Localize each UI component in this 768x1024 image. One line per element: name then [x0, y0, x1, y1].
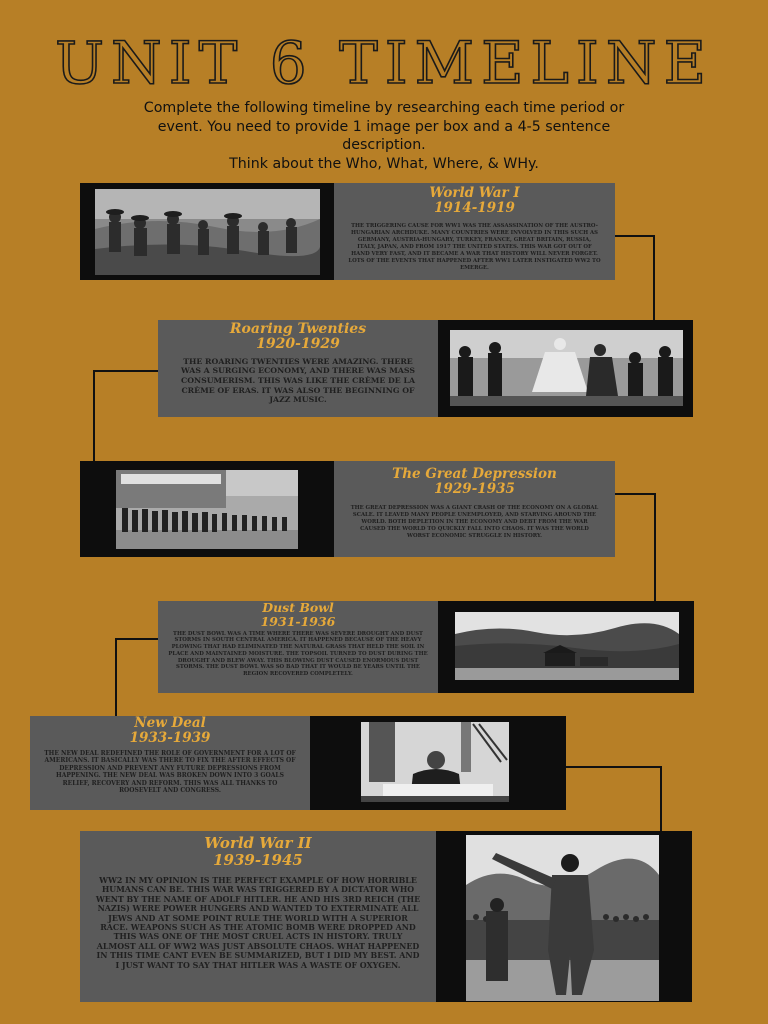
connector-line [93, 370, 95, 461]
card-title: Roaring Twenties [229, 321, 367, 337]
card-description: THE ROARING TWENTIES WERE AMAZING. THERE WAS A SURGING ECONOMY, AND THERE WAS MASS CONSUMERISM. THIS WAS LIKE THE CRÈME DE LA CRÈME OF ERAS. IT WAS ALSO THE BEGINNING OF JAZZ MUSIC. [180, 356, 415, 405]
text-panel [80, 831, 436, 1002]
card-title: World War I [429, 185, 520, 201]
card-description: WW2 IN MY OPINION IS THE PERFECT EXAMPLE OF HOW HORRIBLE HUMANS CAN BE. THIS WAR WAS TRIGGERED BY A DICTATOR WHO WENT BY THE NAME OF ADOLF HITLER. HE AND HIS 3RD REICH (THE NAZIS) WERE POWER HUNGERS AND WANTED TO EXTERMINATE ALL JEWS AND AT SOME POINT RULE THE WORLD WITH A SUPERIOR RACE. WEAPONS SUCH AS THE ATOMIC BOMB WERE DROPPED AND THIS WAS ONE OF THE MOST CRUEL ACTS IN HISTORY. TRULY ALMOST ALL OF WW2 WAS JUST ABSOLUTE CHAOS. WHAT HAPPENED IN THIS TIME CANT EVEN BE SUMMARIZED, BUT I DID MY BEST. AND I JUST WANT TO SAY THAT HITLER WAS A WASTE OF OXYGEN. [95, 876, 421, 970]
card-title: New Deal [134, 716, 206, 731]
bread-line-photo [116, 470, 298, 549]
text-panel [30, 716, 310, 810]
card-years: 1914-1919 [434, 199, 515, 216]
instructions-line: Think about the Who, What, Where, & WHy. [229, 155, 539, 172]
connector-line [115, 638, 158, 640]
card-years: 1920-1929 [256, 336, 340, 353]
roosevelt-signing-photo [361, 722, 509, 802]
card-description: THE NEW DEAL REDEFINED THE ROLE OF GOVERNMENT FOR A LOT OF AMERICANS. IT BASICALLY WAS THERE TO FIX THE AFTER EFFECTS OF DEPRESSION AND PREVENT ANY FUTURE DEPRESSIONS FROM HAPPENING. THE NEW DEAL WAS BROKEN DOWN INTO 3 GOALS RELIEF, RECOVERY AND REFORM. THIS WAS ALL THANKS TO ROOSEVELT AND CONGRESS. [44, 749, 296, 795]
trench-soldiers-photo [95, 189, 320, 275]
connector-line [115, 638, 117, 716]
hitler-salute-photo [466, 835, 659, 1001]
instructions-line: description. [342, 137, 426, 153]
text-panel [158, 601, 438, 693]
connector-line [614, 235, 654, 237]
instructions-line: Complete the following timeline by researching each time period or [143, 100, 625, 116]
connector-line [660, 766, 662, 831]
card-years: 1933-1939 [129, 729, 211, 746]
card-description: THE DUST BOWL WAS A TIME WHERE THERE WAS SEVERE DROUGHT AND DUST STORMS IN SOUTH CENTRAL AMERICA. IT HAPPENED BECAUSE OF THE HEAVY PLOWING THAT HAD ELIMINATED THE NATURAL GRASS THAT HELD THE SOIL IN PLACE AND MAINTAINED MOISTURE. THE TOPSOIL TURNED TO DUST DURING THE DROUGHT AND BLEW AWAY. THIS BLOWING DUST CAUSED ENORMOUS DUST STORMS. THE DUST BOWL WAS SO BAD THAT IT WOULD BE YEARS UNTIL THE REGION RECOVERED COMPLETELY. [168, 630, 428, 678]
connector-line [565, 766, 661, 768]
page-title: UNIT 6 TIMELINE [55, 29, 713, 97]
card-years: 1939-1945 [213, 850, 303, 869]
card-description: THE GREAT DEPRESSION WAS A GIANT CRASH OF THE ECONOMY ON A GLOBAL SCALE. IT LEAVED MANY PEOPLE UNEMPLOYED, AND STARVING AROUND THE WORLD. BOTH DEPLETION IN THE ECONOMY AND DEBT FROM THE WAR CAUSED THE WORLD TO QUICKLY FALL INTO CHAOS. IT WAS THE WORLD WORST ECONOMIC STRUGGLE IN HISTORY. [350, 504, 599, 539]
card-title: World War II [204, 834, 312, 852]
jazz-dancers-photo [450, 330, 683, 406]
card-title: Dust Bowl [262, 601, 334, 615]
card-title: The Great Depression [392, 466, 557, 482]
instructions-line: event. You need to provide 1 image per box and a 4-5 sentence [157, 118, 611, 135]
instructions [40, 99, 728, 173]
text-panel [334, 461, 615, 557]
card-years: 1929-1935 [434, 480, 515, 497]
connector-line [653, 235, 655, 320]
card-description: THE TRIGGERING CAUSE FOR WW1 WAS THE ASSASSINATION OF THE AUSTRO-HUNGARIAN ARCHDUKE. MANY COUNTRIES WERE INVOLVED IN THIS SUCH AS GERMANY, AUSTRIA-HUNGARY, TURKEY, FRANCE, GREAT BRITAIN, RUSSIA, ITALY, JAPAN, AND FROM 1917 THE UNITED STATES. THIS WAR GOT OUT OF HAND VERY FAST, AND IT BECAME A WAR THAT HISTORY WILL NEVER FORGET. LOTS OF THE EVENTS THAT HAPPENED AFTER WW1 LATER INSTIGATED WW2 TO EMERGE. [348, 222, 601, 271]
text-panel [158, 320, 438, 417]
connector-line [93, 370, 158, 372]
connector-line [614, 493, 655, 495]
dust-storm-photo [455, 612, 679, 680]
card-years: 1931-1936 [260, 613, 336, 629]
text-panel [334, 183, 615, 280]
connector-line [654, 493, 656, 601]
